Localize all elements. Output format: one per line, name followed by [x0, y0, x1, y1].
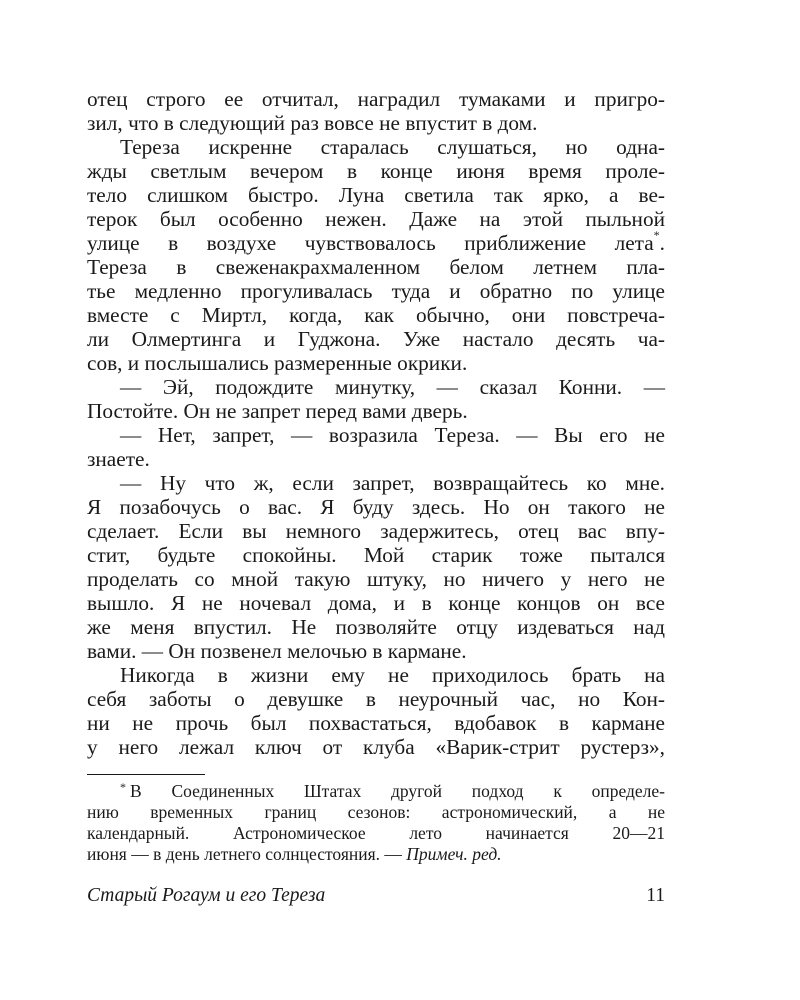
text-line: ни не прочь был похвастаться, вдобавок в кармане: [87, 711, 665, 735]
footnote-line: календарный. Астрономическое лето начинается 20—21: [87, 823, 665, 843]
text-line: знаете.: [87, 447, 150, 471]
text-line: терок был особенно нежен. Даже на этой пыльной: [87, 207, 665, 231]
text-line: — Нет, запрет, — возразила Тереза. — Вы его не: [120, 423, 665, 447]
text-segment: улице в воздухе чувствовалось приближение лета: [87, 231, 654, 255]
text-line: — Эй, подождите минутку, — сказал Конни. —: [120, 375, 665, 399]
text-line: проделать со мной такую штуку, но ничего у него не: [87, 567, 665, 591]
text-line: Никогда в жизни ему не приходилось брать на: [120, 663, 665, 687]
footnote-text: июня — в день летнего солнцестояния. —: [87, 844, 402, 864]
text-line: вышло. Я не ночевал дома, и в конце концов он все: [87, 591, 665, 615]
footnote-mark: *: [120, 780, 126, 794]
text-line: вами. — Он позвенел мелочью в кармане.: [87, 639, 467, 663]
text-line-with-footnote-ref: [87, 228, 665, 255]
footnote-divider: [87, 774, 205, 775]
text-line: ли Олмертинга и Гуджона. Уже настало десять ча-: [87, 327, 665, 351]
text-line: Тереза искренне старалась слушаться, но одна-: [120, 135, 665, 159]
text-line: вместе с Миртл, когда, как обычно, они повстреча-: [87, 303, 665, 327]
text-line: же меня впустил. Не позволяйте отцу издеваться над: [87, 615, 665, 639]
text-line: Я позабочусь о вас. Я буду здесь. Но он такого не: [87, 495, 665, 519]
text-line: тье медленно прогуливалась туда и обратно по улице: [87, 279, 665, 303]
text-line: жды светлым вечером в конце июня время проле-: [87, 159, 665, 183]
text-line: сделает. Если вы немного задержитесь, отец вас впу-: [87, 519, 665, 543]
text-segment: .: [659, 231, 665, 255]
text-line: стит, будьте спокойны. Мой старик тоже пытался: [87, 543, 665, 567]
text-line: сов, и послышались размеренные окрики.: [87, 351, 468, 375]
page-number: 11: [646, 885, 665, 906]
footnote-text: В Соединенных Штатах другой подход к определе-: [130, 781, 665, 801]
running-title: Старый Рогаум и его Тереза: [87, 885, 326, 906]
footnote-line: нию временных границ сезонов: астрономический, а не: [87, 802, 665, 822]
footnote-line: [120, 781, 665, 804]
text-line: у него лежал ключ от клуба «Варик-стрит рустерз»,: [87, 735, 665, 759]
text-line: зил, что в следующий раз вовсе не впустит в дом.: [87, 111, 538, 135]
text-line: Постойте. Он не запрет перед вами дверь.: [87, 399, 468, 423]
footnote-reference: *: [653, 228, 660, 242]
text-line: — Ну что ж, если запрет, возвращайтесь ко мне.: [120, 471, 665, 495]
editor-note-label: Примеч. ред.: [406, 844, 502, 864]
text-line: себя заботы о девушке в неурочный час, но Кон-: [87, 687, 665, 711]
footnote-line: [87, 844, 665, 865]
text-line: Тереза в свеженакрахмаленном белом летнем пла-: [87, 255, 665, 279]
text-line: отец строго ее отчитал, наградил тумаками и пригро-: [87, 87, 665, 111]
text-line: тело слишком быстро. Луна светила так ярко, а ве-: [87, 183, 665, 207]
